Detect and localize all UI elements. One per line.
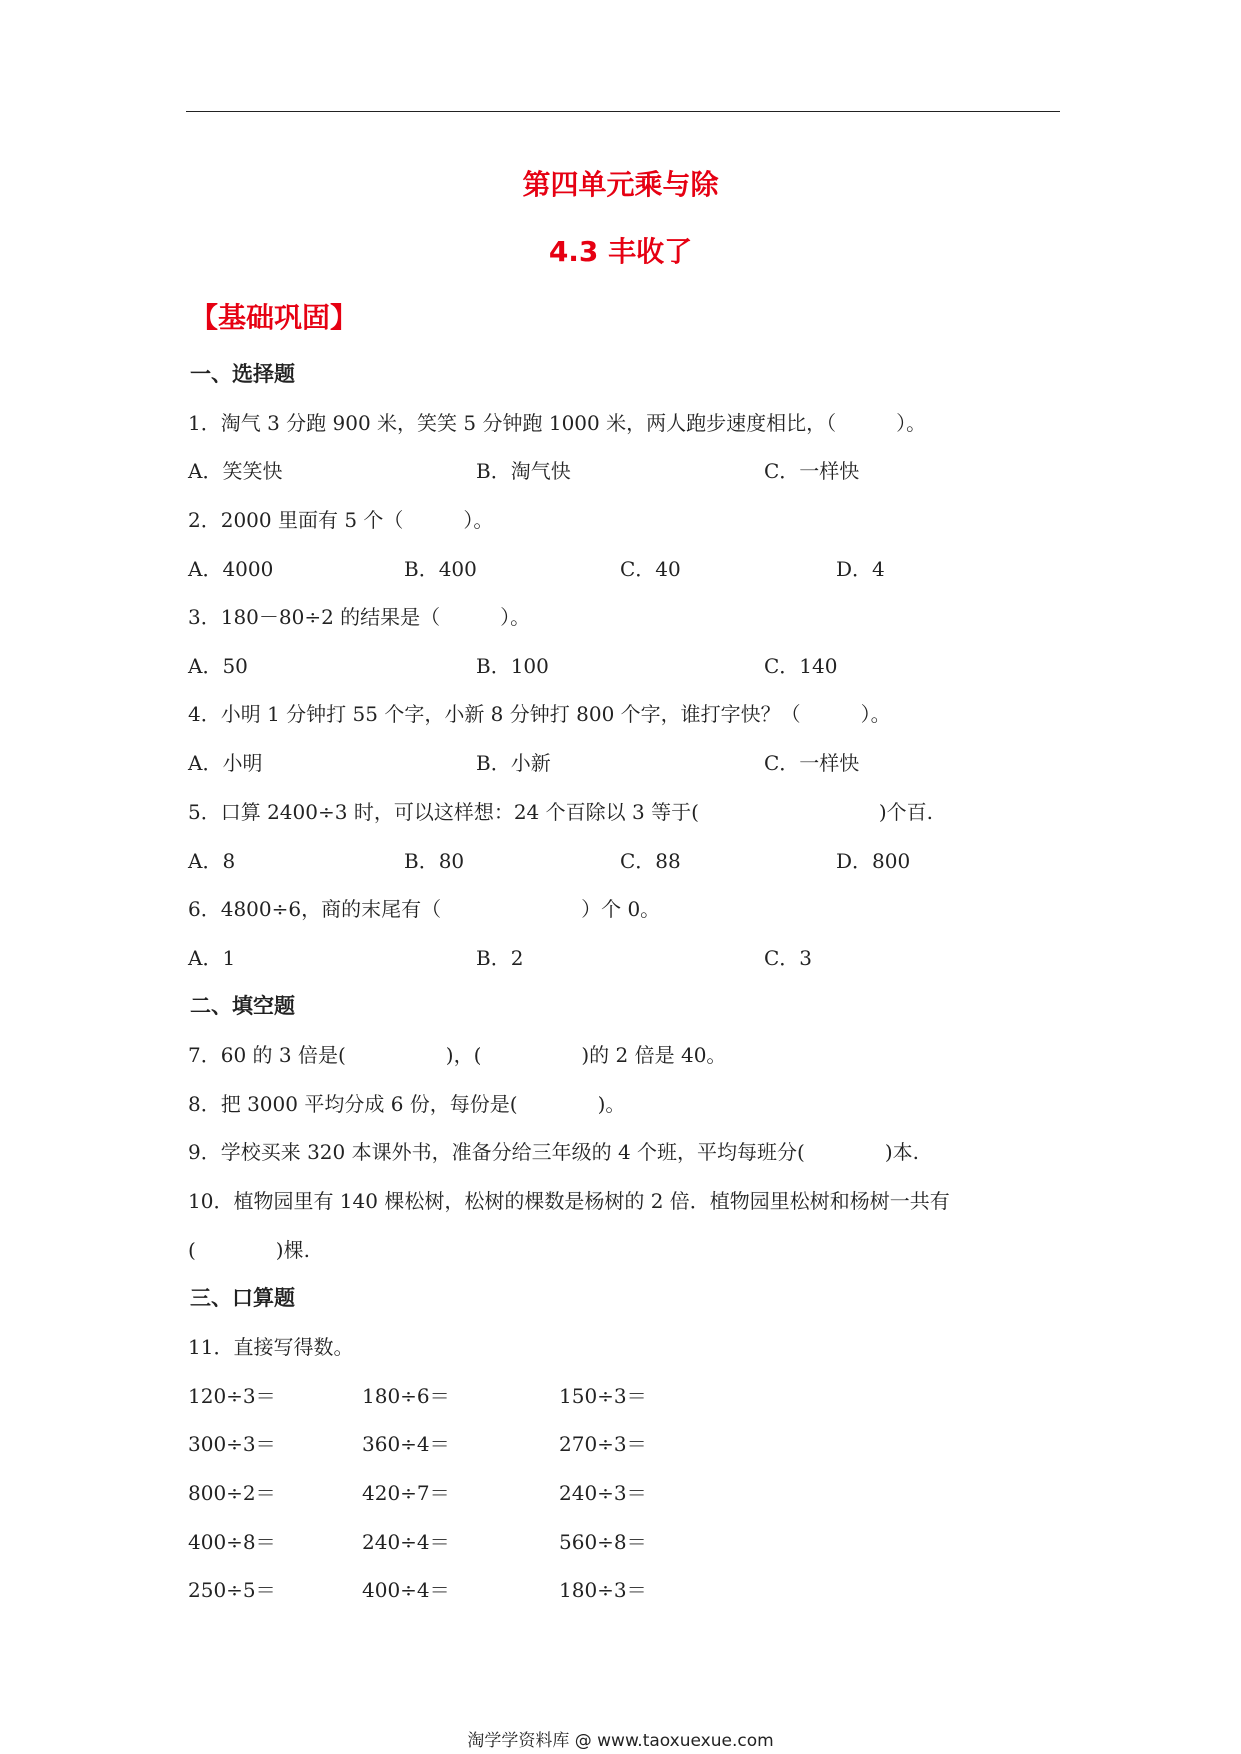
footer-watermark: 淘学学资料库 @ www.taoxuexue.com <box>467 1731 774 1751</box>
calc-item: 180÷3＝ <box>559 1578 647 1602</box>
calc-item: 360÷4＝ <box>362 1432 450 1456</box>
question-6: 6．4800÷6，商的末尾有（ ）个 0。 <box>188 897 661 921</box>
calc-item: 270÷3＝ <box>559 1432 647 1456</box>
page-subtitle: 4.3 丰收了 <box>548 235 693 268</box>
calc-item: 400÷8＝ <box>188 1530 276 1554</box>
calc-item: 240÷3＝ <box>559 1481 647 1505</box>
page-title: 第四单元乘与除 <box>522 168 719 201</box>
q3-option-c: C．140 <box>764 654 838 678</box>
question-11: 11．直接写得数。 <box>188 1335 354 1359</box>
q4-option-a: A．小明 <box>188 751 263 775</box>
q6-option-c: C．3 <box>764 946 813 970</box>
question-9: 9．学校买来 320 本课外书，准备分给三年级的 4 个班，平均每班分( )本. <box>188 1140 920 1164</box>
q4-option-c: C．一样快 <box>764 751 860 775</box>
question-3: 3．180－80÷2 的结果是（ ）。 <box>188 605 531 629</box>
q1-option-a: A．笑笑快 <box>188 459 283 483</box>
question-2: 2．2000 里面有 5 个（ ）。 <box>188 508 494 532</box>
question-7: 7．60 的 3 倍是( )，( )的 2 倍是 40。 <box>188 1043 727 1067</box>
q5-option-d: D．800 <box>836 849 911 873</box>
heading-mental-math: 三、口算题 <box>190 1286 295 1310</box>
q3-option-a: A．50 <box>188 654 248 678</box>
question-4: 4．小明 1 分钟打 55 个字，小新 8 分钟打 800 个字，谁打字快？（ ）。 <box>188 702 891 726</box>
top-rule <box>186 111 1060 112</box>
q2-option-c: C．40 <box>620 557 681 581</box>
q6-option-a: A．1 <box>188 946 236 970</box>
q5-option-c: C．88 <box>620 849 681 873</box>
calc-item: 400÷4＝ <box>362 1578 450 1602</box>
calc-item: 150÷3＝ <box>559 1384 647 1408</box>
q1-option-b: B．淘气快 <box>476 459 571 483</box>
calc-item: 420÷7＝ <box>362 1481 450 1505</box>
question-10: 10．植物园里有 140 棵松树，松树的棵数是杨树的 2 倍．植物园里松树和杨树一共有 <box>188 1189 950 1213</box>
q2-option-b: B．400 <box>404 557 477 581</box>
heading-fill: 二、填空题 <box>190 994 295 1018</box>
calc-item: 240÷4＝ <box>362 1530 450 1554</box>
calc-item: 800÷2＝ <box>188 1481 276 1505</box>
calc-item: 180÷6＝ <box>362 1384 450 1408</box>
question-8: 8．把 3000 平均分成 6 份，每份是( )。 <box>188 1092 626 1116</box>
q4-option-b: B．小新 <box>476 751 551 775</box>
calc-item: 250÷5＝ <box>188 1578 276 1602</box>
q2-option-a: A．4000 <box>188 557 274 581</box>
section-title: 【基础巩固】 <box>190 301 359 334</box>
question-5: 5．口算 2400÷3 时，可以这样想：24 个百除以 3 等于( )个百. <box>188 800 934 824</box>
calc-item: 120÷3＝ <box>188 1384 276 1408</box>
q2-option-d: D．4 <box>836 557 885 581</box>
q3-option-b: B．100 <box>476 654 549 678</box>
heading-choice: 一、选择题 <box>190 362 295 386</box>
question-10-continued: ( )棵. <box>188 1238 310 1262</box>
calc-item: 300÷3＝ <box>188 1432 276 1456</box>
q5-option-b: B．80 <box>404 849 465 873</box>
q1-option-c: C．一样快 <box>764 459 860 483</box>
question-1: 1．淘气 3 分跑 900 米，笑笑 5 分钟跑 1000 米，两人跑步速度相比，（ ）。 <box>188 411 927 435</box>
q5-option-a: A．8 <box>188 849 236 873</box>
calc-item: 560÷8＝ <box>559 1530 647 1554</box>
q6-option-b: B．2 <box>476 946 524 970</box>
